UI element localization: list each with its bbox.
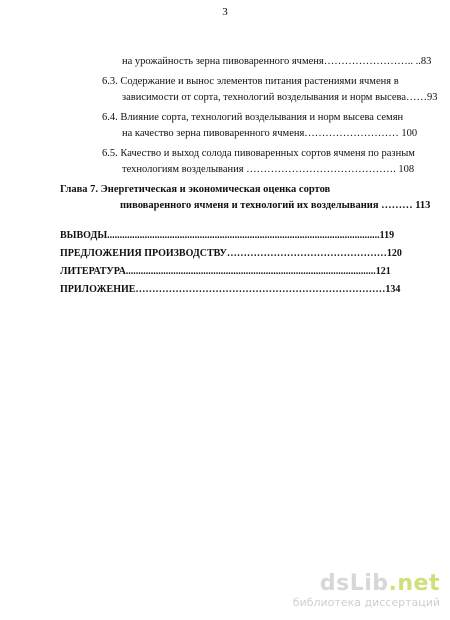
toc-line: зависимости от сорта, технологий возделывания и норм высева……93 bbox=[122, 92, 438, 103]
watermark-tagline: библиотека диссертаций bbox=[292, 596, 440, 609]
toc-line: 6.4. Влияние сорта, технологий возделывания и норм высева семян bbox=[102, 112, 404, 123]
toc-line: на урожайность зерна пивоваренного ячменя…………………….. ..83 bbox=[122, 56, 432, 67]
watermark bbox=[270, 572, 440, 609]
toc-line: технологиям возделывания ……………………………………. 108 bbox=[122, 164, 415, 175]
section-prilozhenie: ПРИЛОЖЕНИЕ…………………………………………………………………134 bbox=[60, 284, 401, 295]
chapter-title: пивоваренного ячменя и технологий их возделывания ……… 113 bbox=[120, 200, 431, 211]
watermark-logo: dsLib.net bbox=[319, 571, 440, 596]
chapter-title: Глава 7. Энергетическая и экономическая оценка сортов bbox=[60, 184, 331, 195]
page-number: 3 bbox=[222, 6, 228, 18]
section-literatura: ЛИТЕРАТУРА....................................................................................................121 bbox=[60, 266, 391, 277]
toc-line: 6.3. Содержание и вынос элементов питания растениями ячменя в bbox=[102, 76, 399, 87]
section-predlozheniya: ПРЕДЛОЖЕНИЯ ПРОИЗВОДСТВУ…………………………………………120 bbox=[60, 248, 402, 259]
toc-line: на качество зерна пивоваренного ячменя……………………… 100 bbox=[122, 128, 418, 139]
section-vyvody: ВЫВОДЫ.............................................................................................................119 bbox=[60, 230, 395, 241]
toc-line: 6.5. Качество и выход солода пивоваренных сортов ячменя по разным bbox=[102, 148, 415, 159]
